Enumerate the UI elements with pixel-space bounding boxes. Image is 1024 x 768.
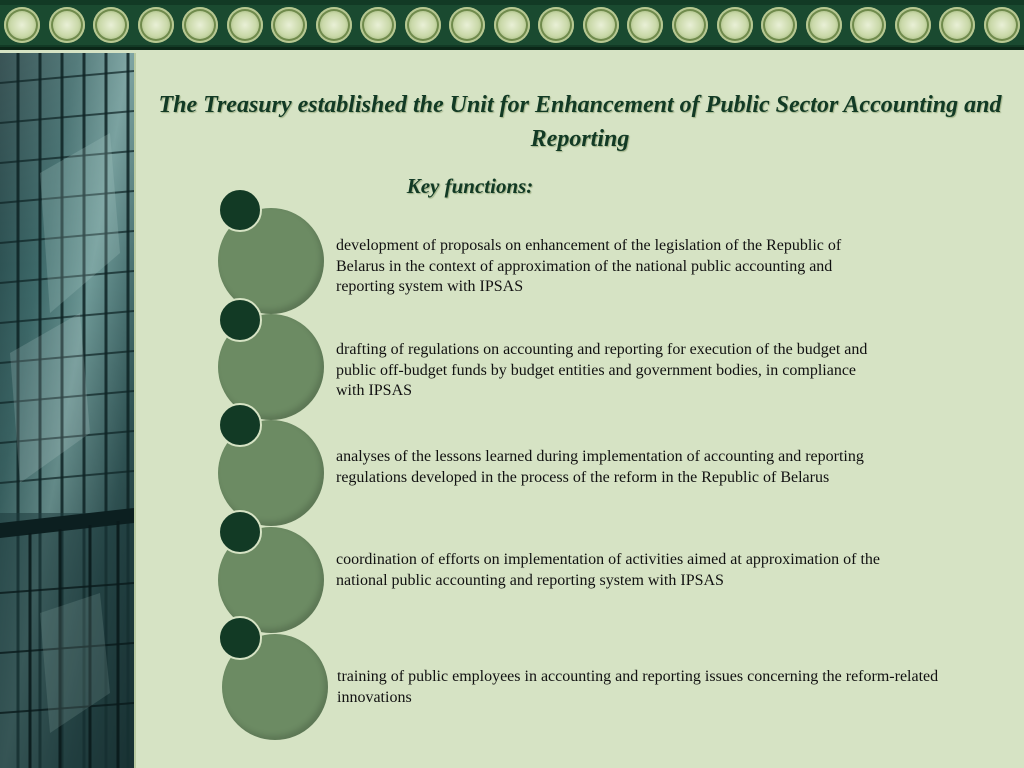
medallion-ornament-icon xyxy=(984,7,1020,43)
function-item-3: analyses of the lessons learned during implementation of accounting and reporting regulations developed in the process of the reform in the Republic of Belarus xyxy=(336,448,864,486)
key-functions-heading: Key functions: xyxy=(406,174,534,198)
bullet-dot-icon xyxy=(218,403,262,447)
medallion-ornament-icon xyxy=(182,7,218,43)
ornamental-top-border xyxy=(0,0,1024,50)
medallion-ornament-icon xyxy=(93,7,129,43)
medallion-ornament-icon xyxy=(717,7,753,43)
function-item-4: coordination of efforts on implementation of activities aimed at approximation of the national public accounting and reporting system with IPSAS xyxy=(336,551,880,589)
medallion-row xyxy=(0,5,1024,45)
medallion-ornament-icon xyxy=(449,7,485,43)
glass-building-icon xyxy=(0,53,134,768)
medallion-ornament-icon xyxy=(494,7,530,43)
function-item-1: development of proposals on enhancement of the legislation of the Republic of Belarus in the context of approximation of the national public accounting and reporting system with IPSAS xyxy=(336,237,842,295)
medallion-ornament-icon xyxy=(49,7,85,43)
medallion-ornament-icon xyxy=(316,7,352,43)
image-border xyxy=(134,53,136,768)
medallion-ornament-icon xyxy=(761,7,797,43)
medallion-ornament-icon xyxy=(895,7,931,43)
bullet-dot-icon xyxy=(218,188,262,232)
medallion-ornament-icon xyxy=(806,7,842,43)
medallion-ornament-icon xyxy=(405,7,441,43)
medallion-ornament-icon xyxy=(850,7,886,43)
function-item-5: training of public employees in accounting and reporting issues concerning the reform-related innovations xyxy=(337,668,939,706)
glass-building-image xyxy=(0,53,134,768)
medallion-ornament-icon xyxy=(583,7,619,43)
medallion-ornament-icon xyxy=(271,7,307,43)
medallion-ornament-icon xyxy=(939,7,975,43)
medallion-ornament-icon xyxy=(360,7,396,43)
function-item-2: drafting of regulations on accounting and reporting for execution of the budget and public off-budget funds by budget entities and government bodies, in compliance with IPSAS xyxy=(336,341,868,399)
medallion-ornament-icon xyxy=(538,7,574,43)
bullet-dot-icon xyxy=(218,298,262,342)
medallion-ornament-icon xyxy=(627,7,663,43)
page-title: The Treasury established the Unit for Enhancement of Public Sector Accounting and Reporting xyxy=(158,92,1002,152)
medallion-ornament-icon xyxy=(227,7,263,43)
bullet-dot-icon xyxy=(218,616,262,660)
bullet-dot-icon xyxy=(218,510,262,554)
medallion-ornament-icon xyxy=(672,7,708,43)
medallion-ornament-icon xyxy=(138,7,174,43)
medallion-ornament-icon xyxy=(4,7,40,43)
